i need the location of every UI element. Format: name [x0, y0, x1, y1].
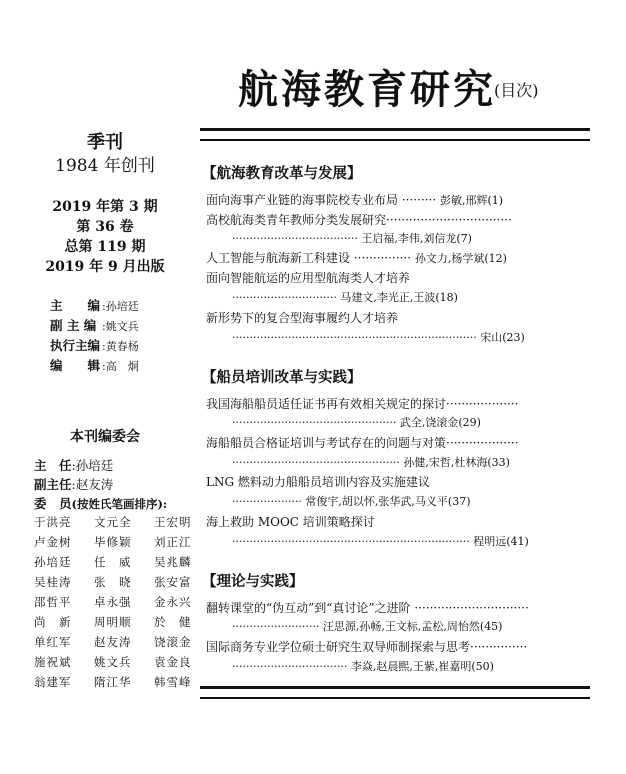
issue-line: 总第 119 期	[64, 239, 146, 255]
top-double-rule	[200, 128, 590, 141]
committee-member-row	[34, 674, 214, 690]
journal-title: 航海教育研究	[238, 66, 496, 113]
toc-entry-authors: ······························ 马建文,李光正,王波(18)	[232, 291, 458, 304]
member-name: 吴桂涛	[34, 575, 72, 589]
member-name: 张安富	[154, 575, 192, 589]
member-name: 赵友涛	[94, 635, 132, 649]
committee-role: 副主任	[34, 477, 72, 492]
committee-member-row	[34, 534, 214, 550]
toc-entry[interactable]	[206, 396, 518, 412]
toc-entry-title: 国际商务专业学位硕士研究生双导师制探索与思考···············	[206, 640, 528, 654]
editor-role: 编 辑	[50, 358, 101, 373]
editor-name: :黄春杨	[102, 340, 139, 353]
toc-entry-authors: ································· 李焱,赵晨熙,王紫,崔嘉明(50)	[232, 660, 494, 673]
member-name: 毕修颖	[94, 535, 132, 549]
committee-member-row	[34, 574, 214, 590]
toc-entry[interactable]	[206, 212, 512, 228]
toc-entry[interactable]	[206, 474, 430, 490]
member-name: 于洪亮	[34, 515, 72, 529]
toc-entry-authors: ···································································· 程明远(41)	[232, 535, 529, 548]
member-name: 张 晓	[94, 575, 132, 589]
toc-entry[interactable]	[206, 435, 518, 451]
committee-member-row	[34, 634, 214, 650]
editor-role: 副 主 编	[50, 318, 97, 333]
issue-line: 2019 年 9 月出版	[45, 259, 165, 275]
toc-entry-title: 新形势下的复合型海事履约人才培养	[206, 311, 399, 325]
member-name: 饶滚金	[154, 635, 192, 649]
member-name: 孙培廷	[34, 555, 72, 569]
committee-role-name: :赵友涛	[71, 477, 114, 492]
section-heading: 【航海教育改革与发展】	[202, 165, 362, 182]
founded-year: 1984 年创刊	[55, 156, 155, 176]
section-heading: 【理论与实践】	[202, 573, 304, 590]
toc-entry-authors: ······································································ 宋山(23)	[232, 331, 525, 344]
committee-member-row	[34, 594, 214, 610]
committee-member-row	[34, 554, 214, 570]
toc-entry-title: 高校航海类青年教师分类发展研究·································	[206, 213, 512, 227]
toc-entry-authors: ························· 汪思源,孙畅,王文标,孟松,周怡然(45)	[232, 620, 503, 633]
editor-name: :高 炯	[102, 360, 139, 373]
toc-entry-authors: ················································ 孙健,宋哲,杜林海(33)	[232, 456, 510, 469]
member-name: 王宏明	[154, 515, 192, 529]
committee-role-row	[34, 475, 113, 493]
committee-member-row	[34, 514, 214, 530]
editor-row	[50, 336, 139, 354]
committee-title: 本刊编委会	[70, 429, 140, 445]
member-name: 韩雪峰	[154, 675, 192, 689]
editor-name: :孙培廷	[102, 300, 139, 313]
toc-entry[interactable]	[206, 192, 503, 209]
member-name: 刘正江	[154, 535, 192, 549]
member-name: 文元全	[94, 515, 132, 529]
toc-entry-title: 我国海船船员适任证书再有效相关规定的探讨···················	[206, 397, 519, 411]
member-name: 隋江华	[94, 675, 132, 689]
toc-entry[interactable]	[206, 514, 375, 530]
toc-entry-authors: ··············································· 武全,饶滚金(29)	[232, 416, 481, 429]
toc-entry-title: 翻转课堂的“伪互动”到“真讨论”之进阶 ······························	[206, 601, 529, 615]
toc-entry-title: 人工智能与航海新工科建设 ···············	[206, 251, 412, 265]
member-name: 於 健	[154, 615, 192, 629]
member-name: 金永兴	[154, 595, 192, 609]
member-name: 任 威	[94, 555, 132, 569]
toc-entry[interactable]	[206, 310, 398, 326]
editor-row	[50, 316, 139, 334]
member-name: 单红军	[34, 635, 72, 649]
member-name: 尚 新	[34, 615, 72, 629]
section-heading: 【船员培训改革与实践】	[202, 369, 362, 386]
member-name: 周明顺	[94, 615, 132, 629]
committee-role-name: :孙培廷	[71, 458, 114, 473]
toc-subtitle: (目次)	[494, 81, 539, 100]
member-name: 姚文兵	[94, 655, 132, 669]
toc-entry[interactable]	[206, 600, 529, 616]
toc-entry[interactable]	[206, 250, 507, 267]
toc-entry-title: LNG 燃料动力船船员培训内容及实施建议	[206, 475, 430, 489]
toc-entry-authors: 孙文力,杨学斌(12)	[414, 252, 507, 265]
toc-entry-title: 面向海事产业链的海事院校专业布局 ·········	[206, 193, 437, 207]
toc-entry[interactable]	[206, 639, 527, 655]
member-name: 卓永强	[94, 595, 132, 609]
committee-role-row	[34, 494, 167, 512]
member-name: 翁建军	[34, 675, 72, 689]
committee-role: 委 员	[34, 496, 72, 511]
editor-role: 主 编	[50, 298, 101, 313]
editor-role: 执行主编	[50, 338, 101, 353]
toc-entry-authors: 彭敏,邢辉(1)	[439, 194, 504, 207]
committee-role: 主 任	[34, 458, 72, 473]
publication-frequency: 季刊	[87, 132, 123, 153]
toc-entry-title: 海上救助 MOOC 培训策略探讨	[206, 515, 375, 529]
committee-member-row	[34, 654, 214, 670]
member-name: 袁金良	[154, 655, 192, 669]
toc-entry-title: 面向智能航运的应用型航海类人才培养	[206, 271, 411, 285]
member-name: 施祝斌	[34, 655, 72, 669]
toc-entry-authors: ···················· 常俊宇,胡以怀,张华武,马义平(37)	[232, 495, 471, 508]
toc-entry-authors: ···································· 王启福,李伟,刘信龙(7)	[232, 232, 472, 245]
member-name: 卢金树	[34, 535, 72, 549]
toc-entry-title: 海船船员合格证培训与考试存在的问题与对策···················	[206, 436, 519, 450]
bottom-double-rule	[200, 686, 590, 699]
committee-member-row	[34, 614, 214, 630]
toc-entry[interactable]	[206, 270, 410, 286]
committee-role-name: (按姓氏笔画排序):	[71, 497, 168, 511]
issue-line: 2019 年第 3 期	[52, 199, 158, 215]
member-name: 邵哲平	[34, 595, 72, 609]
committee-role-row	[34, 456, 113, 474]
member-name: 吴兆麟	[154, 555, 192, 569]
issue-line: 第 36 卷	[76, 219, 134, 235]
editor-name: :姚文兵	[102, 320, 139, 333]
editor-row	[50, 296, 139, 314]
editor-row	[50, 356, 139, 374]
